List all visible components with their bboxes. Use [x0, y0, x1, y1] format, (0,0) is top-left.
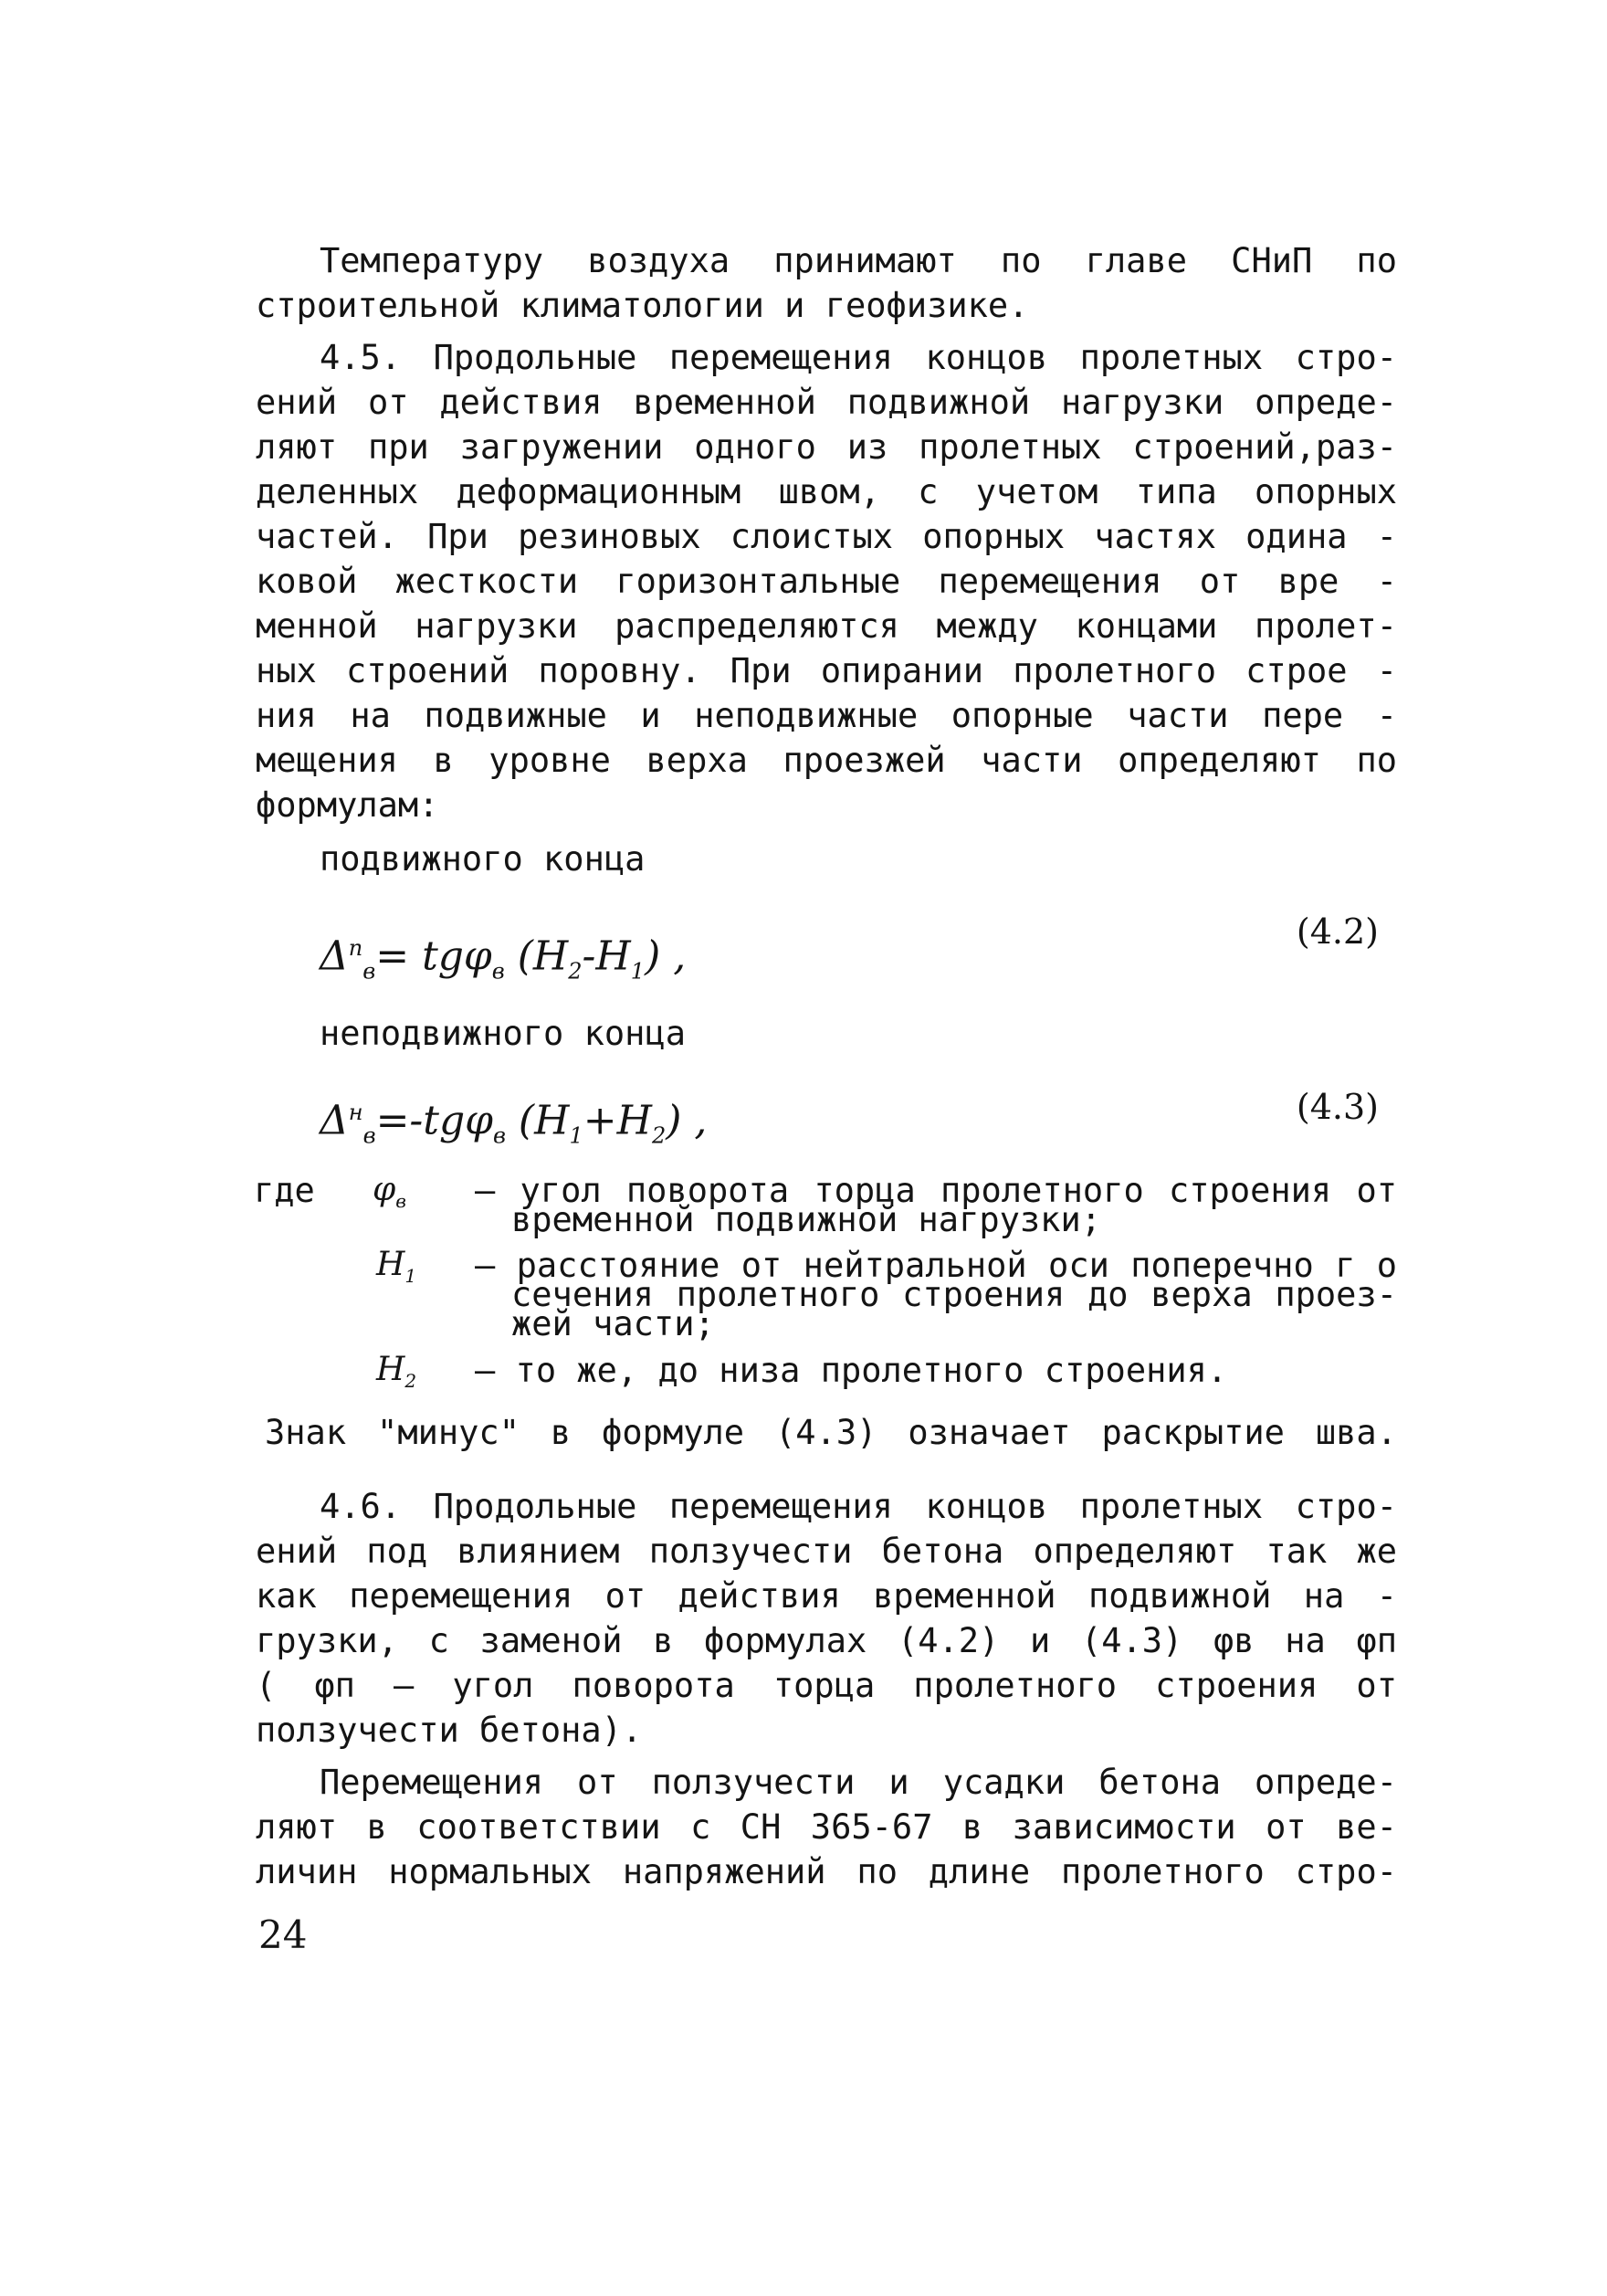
- definition-line: – угол поворота торца пролетного строения от: [475, 1171, 1397, 1210]
- text-line: деленных деформационным швом, с учетом типа опорных: [256, 472, 1397, 511]
- movable-end-label: подвижного конца: [320, 839, 646, 879]
- text-line: личин нормальных напряжений по длине пролетного стро-: [256, 1852, 1397, 1891]
- definition-h1: [475, 1246, 1397, 1343]
- text-line: ползучести бетона).: [256, 1711, 643, 1750]
- definition-phi-b: [475, 1171, 1397, 1239]
- definition-line: жей части;: [511, 1304, 715, 1343]
- text-line: ений под влиянием ползучести бетона определяют так же: [256, 1532, 1397, 1571]
- equation-number-4-3: (4.3): [1296, 1087, 1379, 1127]
- text-line: грузки, с заменой в формулах (4.2) и (4.3) φв на φп: [256, 1621, 1397, 1660]
- definition-line: – то же, до низа пролетного строения.: [475, 1351, 1228, 1390]
- where-label: где: [254, 1171, 315, 1210]
- definition-line: временной подвижной нагрузки;: [511, 1200, 1102, 1239]
- page-number: 24: [258, 1912, 308, 1957]
- text-line: Температуру воздуха принимают по главе СНиП по: [320, 241, 1397, 280]
- symbol-h1: $H_1$: [376, 1246, 417, 1288]
- text-line: 4.6. Продольные перемещения концов пролетных стро-: [320, 1487, 1397, 1526]
- text-line: ляют в соответствии с СН 365-67 в зависимости от ве-: [256, 1807, 1397, 1847]
- text-line: ений от действия временной подвижной нагрузки опреде-: [256, 383, 1397, 422]
- fixed-end-label: неподвижного конца: [320, 1014, 686, 1053]
- text-line: ния на подвижные и неподвижные опорные части пере -: [256, 696, 1397, 735]
- symbol-phi-b: $\varphi_в$: [373, 1171, 406, 1213]
- text-line: ляют при загружении одного из пролетных строений,раз-: [256, 427, 1397, 467]
- text-line: 4.5. Продольные перемещения концов пролетных стро-: [320, 338, 1397, 377]
- definition-h2: [475, 1351, 1397, 1390]
- text-line: строительной климатологии и геофизике.: [256, 286, 1029, 325]
- minus-sign-note: Знак "минус" в формуле (4.3) означает раскрытие шва.: [265, 1413, 1397, 1452]
- text-line: формулам:: [256, 785, 439, 825]
- text-line: ковой жесткости горизонтальные перемещения от вре -: [256, 562, 1397, 601]
- text-line: ных строений поровну. При опирании пролетного строе -: [256, 651, 1397, 690]
- definition-line: – расстояние от нейтральной оси поперечно г о: [475, 1246, 1397, 1285]
- text-line: как перемещения от действия временной подвижной на -: [256, 1576, 1397, 1616]
- text-line: мещения в уровне верха проезжей части определяют по: [256, 741, 1397, 780]
- text-line: частей. При резиновых слоистых опорных частях одина -: [256, 517, 1397, 556]
- text-line: Перемещения от ползучести и усадки бетона опреде-: [320, 1763, 1397, 1802]
- equation-number-4-2: (4.2): [1296, 911, 1379, 952]
- formula-4-2: $\Delta^п_в= tg\varphi_в$ $(H_2-H_1)$ ,: [320, 932, 687, 985]
- text-line: менной нагрузки распределяются между концами пролет-: [256, 606, 1397, 646]
- symbol-h2: $H_2$: [376, 1351, 417, 1393]
- text-line: ( φп – угол поворота торца пролетного строения от: [256, 1666, 1397, 1705]
- formula-4-3: $\Delta^н_в=-tg\varphi_в$ $(H_1+H_2)$ ,: [320, 1097, 708, 1149]
- definition-line: сечения пролетного строения до верха проез-: [511, 1275, 1397, 1314]
